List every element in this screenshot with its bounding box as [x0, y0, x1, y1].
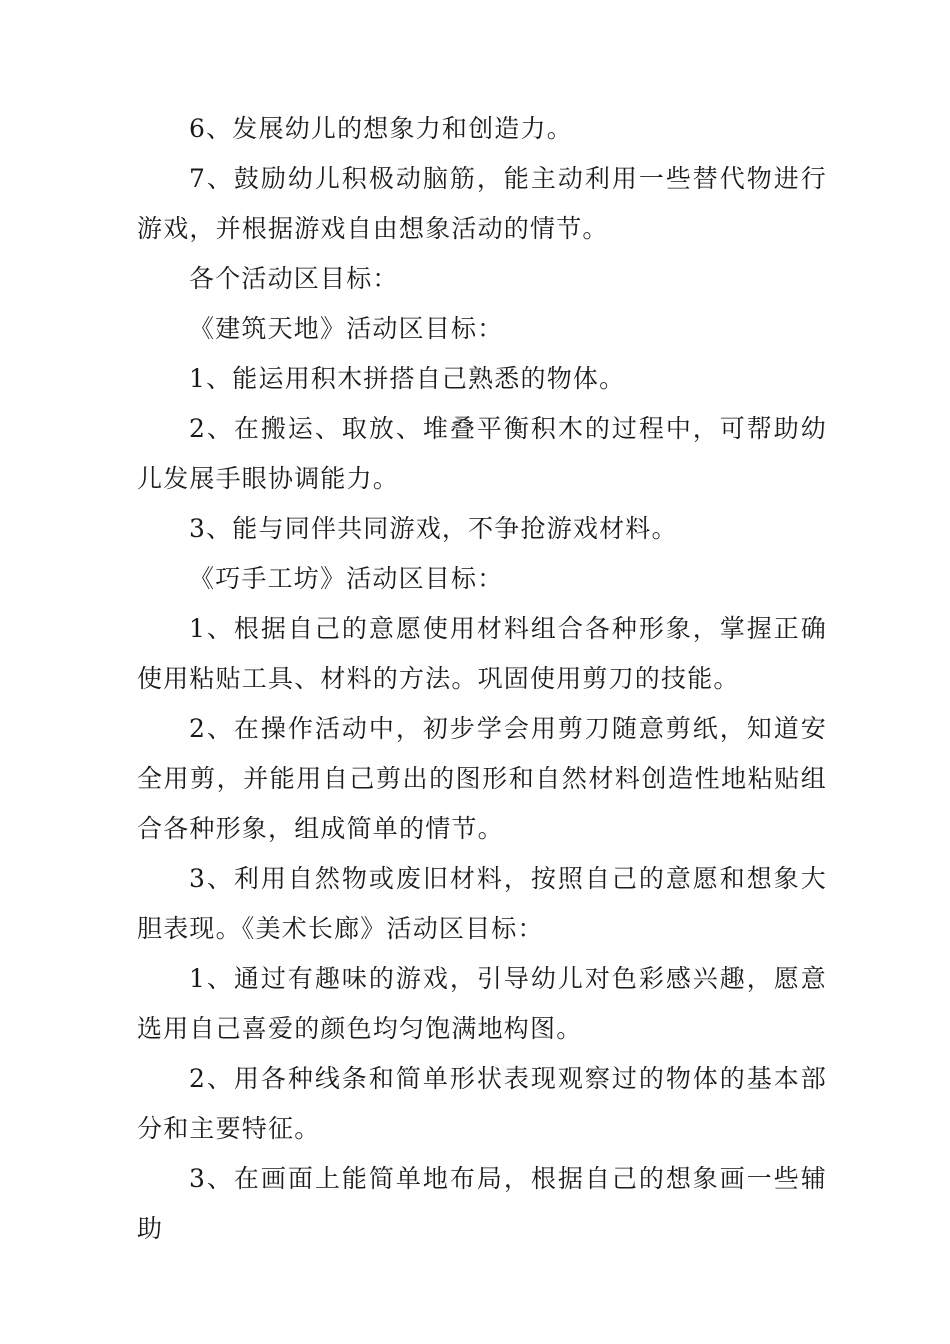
paragraph-goal-6: 6、发展幼儿的想象力和创造力。 [189, 114, 573, 143]
paragraph-craft-goal-1: 1、根据自己的意愿使用材料组合各种形象，掌握正确使用粘贴工具、材料的方法。巩固使用剪刀的技能。 [137, 614, 827, 693]
paragraph-art-goal-1: 1、通过有趣味的游戏，引导幼儿对色彩感兴趣，愿意选用自己喜爱的颜色均匀饱满地构图。 [137, 964, 827, 1043]
document-body [137, 104, 827, 1254]
paragraph-building-goal-2: 2、在搬运、取放、堆叠平衡积木的过程中，可帮助幼儿发展手眼协调能力。 [137, 414, 827, 493]
paragraph-building-goal-1: 1、能运用积木拼搭自己熟悉的物体。 [189, 364, 626, 393]
paragraph-craft-goal-3: 3、利用自然物或废旧材料，按照自己的意愿和想象大胆表现。《美术长廊》活动区目标： [137, 864, 827, 943]
heading-building-area: 《建筑天地》活动区目标： [189, 314, 504, 343]
paragraph-art-goal-3: 3、在画面上能简单地布局，根据自己的想象画一些辅助 [137, 1164, 827, 1243]
paragraph-goal-7: 7、鼓励幼儿积极动脑筋，能主动利用一些替代物进行游戏，并根据游戏自由想象活动的情节。 [137, 164, 827, 243]
paragraph-art-goal-2: 2、用各种线条和简单形状表现观察过的物体的基本部分和主要特征。 [137, 1064, 827, 1143]
heading-craft-area: 《巧手工坊》活动区目标： [189, 564, 504, 593]
paragraph-craft-goal-2: 2、在操作活动中，初步学会用剪刀随意剪纸，知道安全用剪，并能用自己剪出的图形和自然材料创造性地粘贴组合各种形象，组成简单的情节。 [137, 714, 827, 843]
heading-area-goals: 各个活动区目标： [189, 264, 399, 293]
paragraph-building-goal-3: 3、能与同伴共同游戏，不争抢游戏材料。 [189, 514, 678, 543]
